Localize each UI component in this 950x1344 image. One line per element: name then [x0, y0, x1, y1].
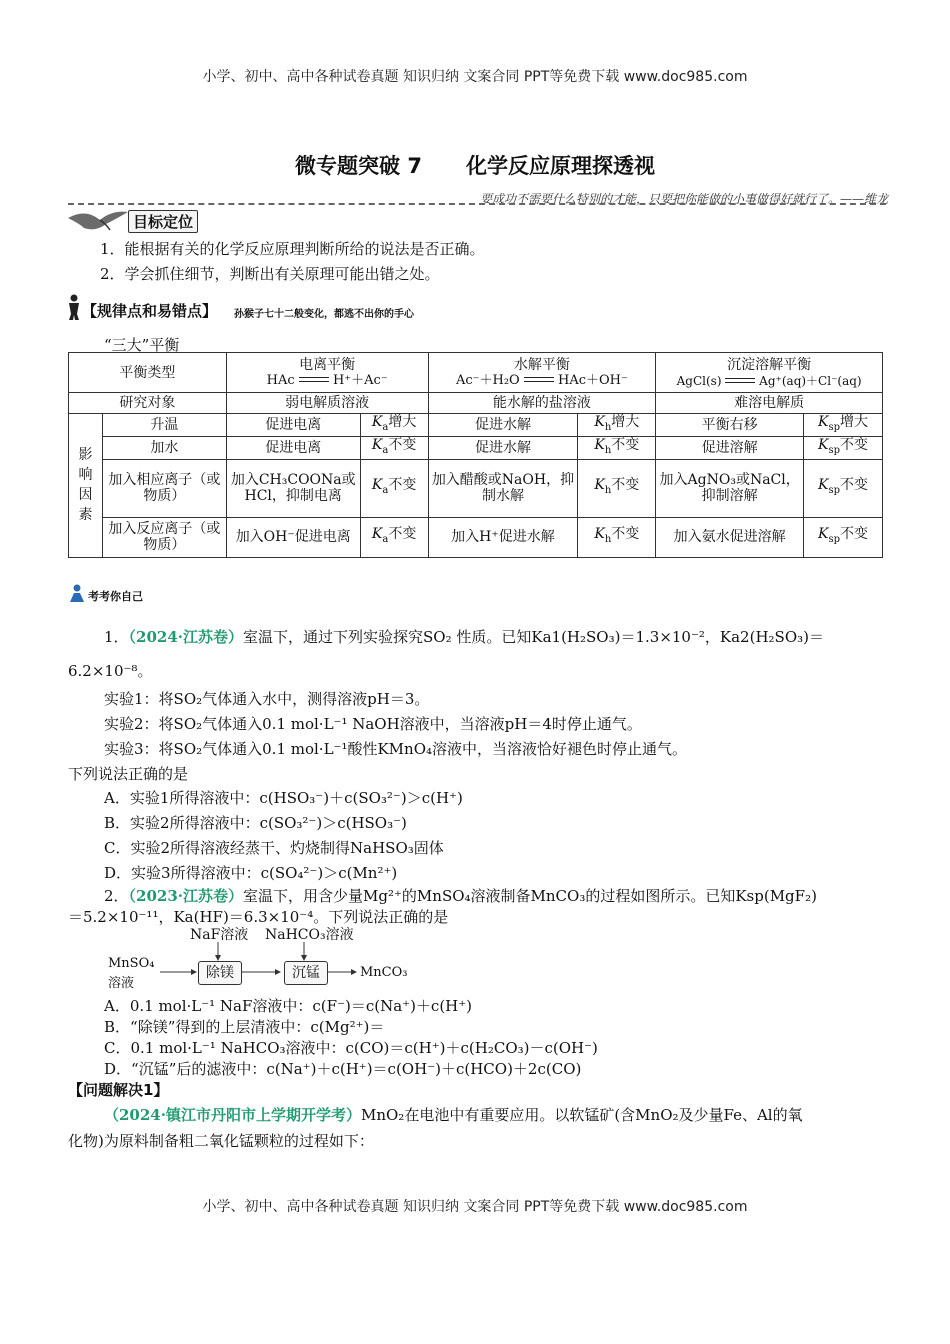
k-cell: $K_{sp}$不变 — [804, 517, 883, 557]
table-cell: 加入CH₃COONa或HCl，抑制电离 — [226, 459, 360, 517]
q2-option-d: D．“沉锰”后的滤液中：c(Na⁺)＋c(H⁺)＝c(OH⁻)＋c(HCO)＋2c(CO) — [104, 1060, 582, 1078]
test-label: 考考你自己 — [88, 590, 143, 603]
q1-option-b: B．实验2所得溶液中：c(SO₃²⁻)＞c(HSO₃⁻) — [104, 814, 407, 832]
rules-note: 孙猴子七十二般变化，都逃不出你的手心 — [234, 309, 414, 320]
problem-text-cont: 化物)为原料制备粗二氧化锰颗粒的过程如下： — [68, 1132, 374, 1150]
k-cell: $K_a$不变 — [360, 436, 428, 459]
q2-stem-cont: ＝5.2×10⁻¹¹，Ka(HF)＝6.3×10⁻⁴。下列说法正确的是 — [68, 908, 449, 926]
object-cell: 弱电解质溶液 — [226, 393, 428, 414]
dissolution-header: 沉淀溶解平衡 AgCl(s) Ag⁺(aq)＋Cl⁻(aq) — [656, 353, 883, 393]
table-cell: 促进电离 — [226, 414, 360, 437]
q1-option-a: A．实验1所得溶液中：c(HSO₃⁻)＋c(SO₃²⁻)＞c(H⁺) — [104, 789, 463, 807]
q2-option-a: A．0.1 mol·L⁻¹ NaF溶液中：c(F⁻)＝c(Na⁺)＋c(H⁺) — [104, 997, 473, 1015]
q1-option-d: D．实验3所得溶液中：c(SO₄²⁻)＞c(Mn²⁺) — [104, 864, 398, 882]
type-label: 平衡类型 — [69, 353, 227, 393]
k-cell: $K_h$不变 — [578, 459, 656, 517]
table-cell: 加入OH⁻促进电离 — [226, 517, 360, 557]
q1-stem: 1．（2024·江苏卷）室温下，通过下列实验探究SO₂ 性质。已知Ka1(H₂SO₃)＝1.3×10⁻²，Ka2(H₂SO₃)＝ — [104, 628, 824, 646]
k-cell: $K_{sp}$不变 — [804, 436, 883, 459]
table-cell: 加入醋酸或NaOH，抑制水解 — [428, 459, 578, 517]
problem-text: （2024·镇江市丹阳市上学期开学考）MnO₂在电池中有重要应用。以软锰矿(含MnO₂及少量Fe、Al的氧 — [104, 1106, 803, 1124]
figure-icon — [66, 294, 82, 320]
flow-step-2: 沉锰 — [284, 961, 328, 985]
q1-stem-cont: 6.2×10⁻⁸。 — [68, 662, 153, 680]
table-cell: 加入AgNO₃或NaCl，抑制溶解 — [656, 459, 804, 517]
q1-ask: 下列说法正确的是 — [68, 765, 189, 783]
factor-cell: 加入相应离子（或物质） — [102, 459, 226, 517]
table-cell: 平衡右移 — [656, 414, 804, 437]
goal-item: 2．学会抓住细节，判断出有关原理可能出错之处。 — [100, 265, 440, 283]
factor-cell: 升温 — [102, 414, 226, 437]
rules-label: 【规律点和易错点】 — [82, 302, 218, 320]
flow-step-1: 除镁 — [198, 961, 242, 985]
title-left: 微专题突破 7 — [295, 154, 422, 178]
flow-reagent-1: NaF溶液 — [190, 927, 249, 943]
object-cell: 能水解的盐溶液 — [428, 393, 656, 414]
problem-label: 【问题解决1】 — [68, 1081, 169, 1099]
table-cell: 加入H⁺促进水解 — [428, 517, 578, 557]
table-cell: 促进水解 — [428, 414, 578, 437]
flow-reagent-2: NaHCO₃溶液 — [265, 927, 354, 943]
balance-table — [68, 352, 883, 558]
flow-input-2: 溶液 — [108, 976, 135, 991]
table-cell: 促进溶解 — [656, 436, 804, 459]
k-cell: $K_a$不变 — [360, 517, 428, 557]
k-cell: $K_a$增大 — [360, 414, 428, 437]
k-cell: $K_h$增大 — [578, 414, 656, 437]
q1-option-c: C．实验2所得溶液经蒸干、灼烧制得NaHSO₃固体 — [104, 839, 444, 857]
page-title — [0, 150, 950, 180]
table-caption: “三大”平衡 — [104, 336, 180, 354]
k-cell: $K_{sp}$增大 — [804, 414, 883, 437]
title-right: 化学反应原理探透视 — [465, 154, 655, 178]
k-cell: $K_{sp}$不变 — [804, 459, 883, 517]
bird-icon — [66, 206, 130, 236]
divider — [68, 203, 886, 205]
influence-label: 影响因素 — [69, 414, 103, 558]
k-cell: $K_a$不变 — [360, 459, 428, 517]
flow-input: MnSO₄ — [108, 956, 155, 971]
goal-item: 1．能根据有关的化学反应原理判断所给的说法是否正确。 — [100, 240, 485, 258]
q1-exp3: 实验3：将SO₂气体通入0.1 mol·L⁻¹酸性KMnO₄溶液中，当溶液恰好褪色时停止通气。 — [104, 740, 688, 758]
q2-option-b: B．“除镁”得到的上层清液中：c(Mg²⁺)＝ — [104, 1018, 385, 1036]
motto: 要成功不需要什么特别的才能，只要把你能做的小事做得好就行了。——维龙 — [479, 192, 888, 206]
factor-cell: 加入反应离子（或物质） — [102, 517, 226, 557]
goals-label: 目标定位 — [128, 210, 198, 233]
k-cell: $K_h$不变 — [578, 436, 656, 459]
page-header: 小学、初中、高中各种试卷真题 知识归纳 文案合同 PPT等免费下载 www.doc985.com — [202, 69, 748, 85]
table-cell: 促进电离 — [226, 436, 360, 459]
factor-cell: 加水 — [102, 436, 226, 459]
page-footer: 小学、初中、高中各种试卷真题 知识归纳 文案合同 PPT等免费下载 www.doc985.com — [202, 1199, 748, 1215]
q2-option-c: C．0.1 mol·L⁻¹ NaHCO₃溶液中：c(CO)＝c(H⁺)＋c(H₂CO₃)－c(OH⁻) — [104, 1039, 598, 1057]
table-cell: 加入氨水促进溶解 — [656, 517, 804, 557]
table-cell: 促进水解 — [428, 436, 578, 459]
q1-exp1: 实验1：将SO₂气体通入水中，测得溶液pH＝3。 — [104, 690, 430, 708]
ionization-header: 电离平衡 HAc H⁺＋Ac⁻ — [226, 353, 428, 393]
q1-exp2: 实验2：将SO₂气体通入0.1 mol·L⁻¹ NaOH溶液中，当溶液pH＝4时停止通气。 — [104, 715, 642, 733]
flow-output: MnCO₃ — [360, 965, 408, 980]
q2-stem: 2．（2023·江苏卷）室温下，用含少量Mg²⁺的MnSO₄溶液制备MnCO₃的过程如图所示。已知Ksp(MgF₂) — [104, 887, 817, 905]
flow-arrows — [160, 942, 360, 982]
k-cell: $K_h$不变 — [578, 517, 656, 557]
student-icon — [68, 584, 86, 604]
object-cell: 难溶电解质 — [656, 393, 883, 414]
hydrolysis-header: 水解平衡 Ac⁻＋H₂O HAc＋OH⁻ — [428, 353, 656, 393]
object-label: 研究对象 — [69, 393, 227, 414]
